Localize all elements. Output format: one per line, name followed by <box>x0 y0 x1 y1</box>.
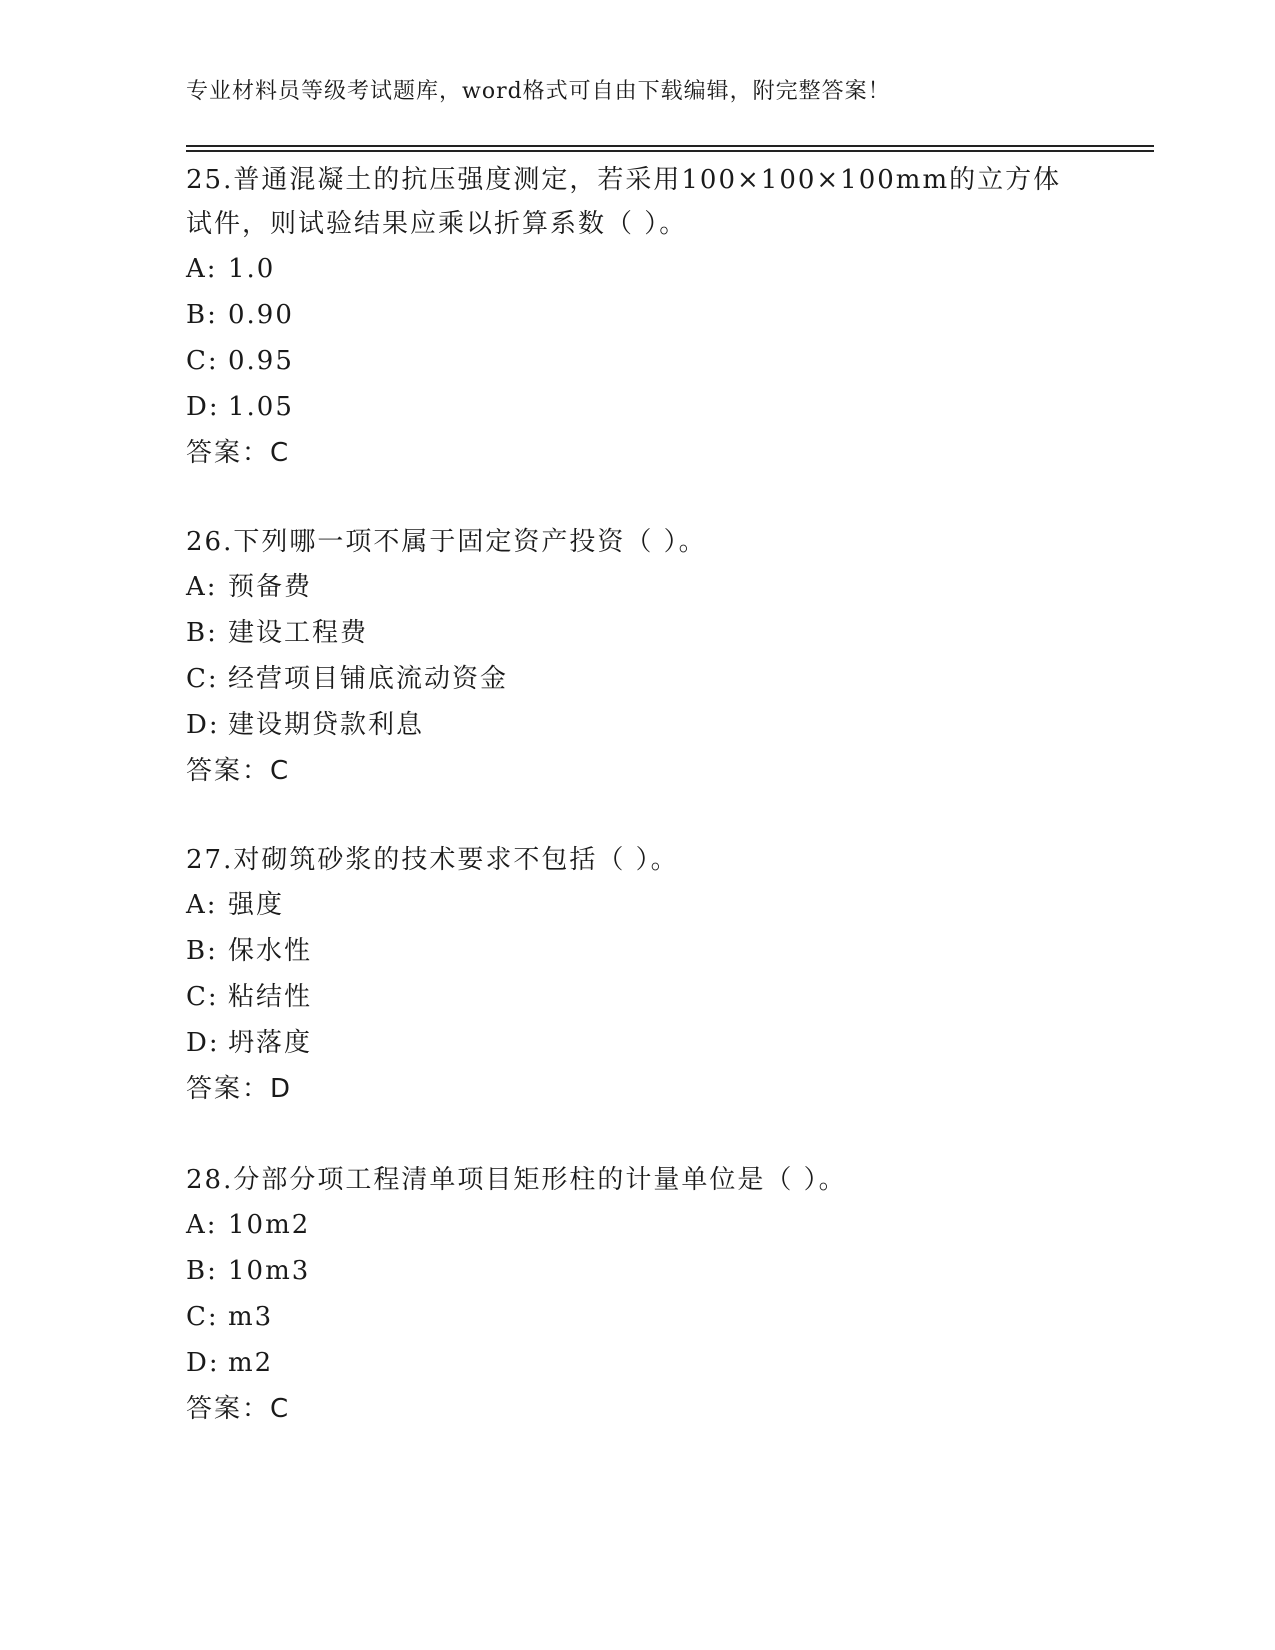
option-b <box>186 292 1086 338</box>
option-value: 1.05 <box>228 392 294 422</box>
option-key: C: <box>186 982 219 1012</box>
option-key: A: <box>186 572 218 602</box>
question-text <box>186 1158 1086 1202</box>
question-stem: 分部分项工程清单项目矩形柱的计量单位是（ ）。 <box>233 1165 847 1195</box>
answer-value: C <box>270 756 289 786</box>
option-c <box>186 656 1086 702</box>
question-block <box>186 838 1086 1112</box>
option-key: C: <box>186 664 219 694</box>
header-rule-bottom <box>186 150 1154 152</box>
question-stem: 对砌筑砂浆的技术要求不包括（ ）。 <box>233 845 679 875</box>
question-number: 27. <box>186 845 234 875</box>
question-block <box>186 520 1086 794</box>
option-key: B: <box>186 618 218 648</box>
option-d <box>186 1020 1086 1066</box>
option-key: B: <box>186 936 218 966</box>
answer-label: 答案： <box>186 756 271 786</box>
question-stem: 下列哪一项不属于固定资产投资（ ）。 <box>233 527 707 557</box>
option-key: D: <box>186 1028 220 1058</box>
option-key: D: <box>186 392 220 422</box>
option-key: A: <box>186 254 218 284</box>
option-value: 0.95 <box>228 346 294 376</box>
question-text <box>186 838 1086 882</box>
option-d <box>186 384 1086 430</box>
option-key: D: <box>186 710 220 740</box>
answer-value: C <box>270 1394 289 1424</box>
option-key: C: <box>186 346 219 376</box>
option-key: A: <box>186 890 218 920</box>
option-value: 预备费 <box>228 572 313 602</box>
option-key: A: <box>186 1210 218 1240</box>
option-a <box>186 882 1086 928</box>
option-b <box>186 1248 1086 1294</box>
option-value: m3 <box>228 1302 274 1332</box>
answer-label: 答案： <box>186 1394 271 1424</box>
answer-line <box>186 1066 1086 1112</box>
header-rule-top <box>186 145 1154 147</box>
option-d <box>186 1340 1086 1386</box>
option-value: 0.90 <box>228 300 294 330</box>
option-d <box>186 702 1086 748</box>
option-a <box>186 1202 1086 1248</box>
option-value: 保水性 <box>228 936 313 966</box>
option-value: m2 <box>228 1348 274 1378</box>
question-number: 28. <box>186 1165 234 1195</box>
page-header: 专业材料员等级考试题库，word格式可自由下载编辑，附完整答案！ <box>186 79 891 104</box>
option-key: B: <box>186 1256 218 1286</box>
option-value: 1.0 <box>228 254 276 284</box>
question-text <box>186 158 1086 246</box>
question-number: 25. <box>186 165 234 195</box>
option-key: C: <box>186 1302 219 1332</box>
answer-label: 答案： <box>186 438 271 468</box>
option-c <box>186 974 1086 1020</box>
option-c <box>186 338 1086 384</box>
option-a <box>186 246 1086 292</box>
option-value: 强度 <box>228 890 285 920</box>
option-value: 10m3 <box>228 1256 311 1286</box>
option-a <box>186 564 1086 610</box>
option-c <box>186 1294 1086 1340</box>
question-text <box>186 520 1086 564</box>
answer-line <box>186 748 1086 794</box>
answer-value: D <box>270 1074 291 1104</box>
option-key: B: <box>186 300 218 330</box>
answer-line <box>186 1386 1086 1432</box>
option-value: 建设期贷款利息 <box>228 710 425 740</box>
answer-value: C <box>270 438 289 468</box>
question-block <box>186 158 1086 476</box>
option-value: 粘结性 <box>228 982 313 1012</box>
option-value: 坍落度 <box>228 1028 313 1058</box>
answer-label: 答案： <box>186 1074 271 1104</box>
option-value: 经营项目铺底流动资金 <box>228 664 509 694</box>
option-value: 建设工程费 <box>228 618 369 648</box>
question-block <box>186 1158 1086 1432</box>
option-value: 10m2 <box>228 1210 311 1240</box>
option-b <box>186 928 1086 974</box>
option-key: D: <box>186 1348 220 1378</box>
answer-line <box>186 430 1086 476</box>
option-b <box>186 610 1086 656</box>
question-number: 26. <box>186 527 234 557</box>
question-stem: 普通混凝土的抗压强度测定，若采用100×100×100mm的立方体试件，则试验结果应乘以折算系数（ ）。 <box>186 165 1062 239</box>
